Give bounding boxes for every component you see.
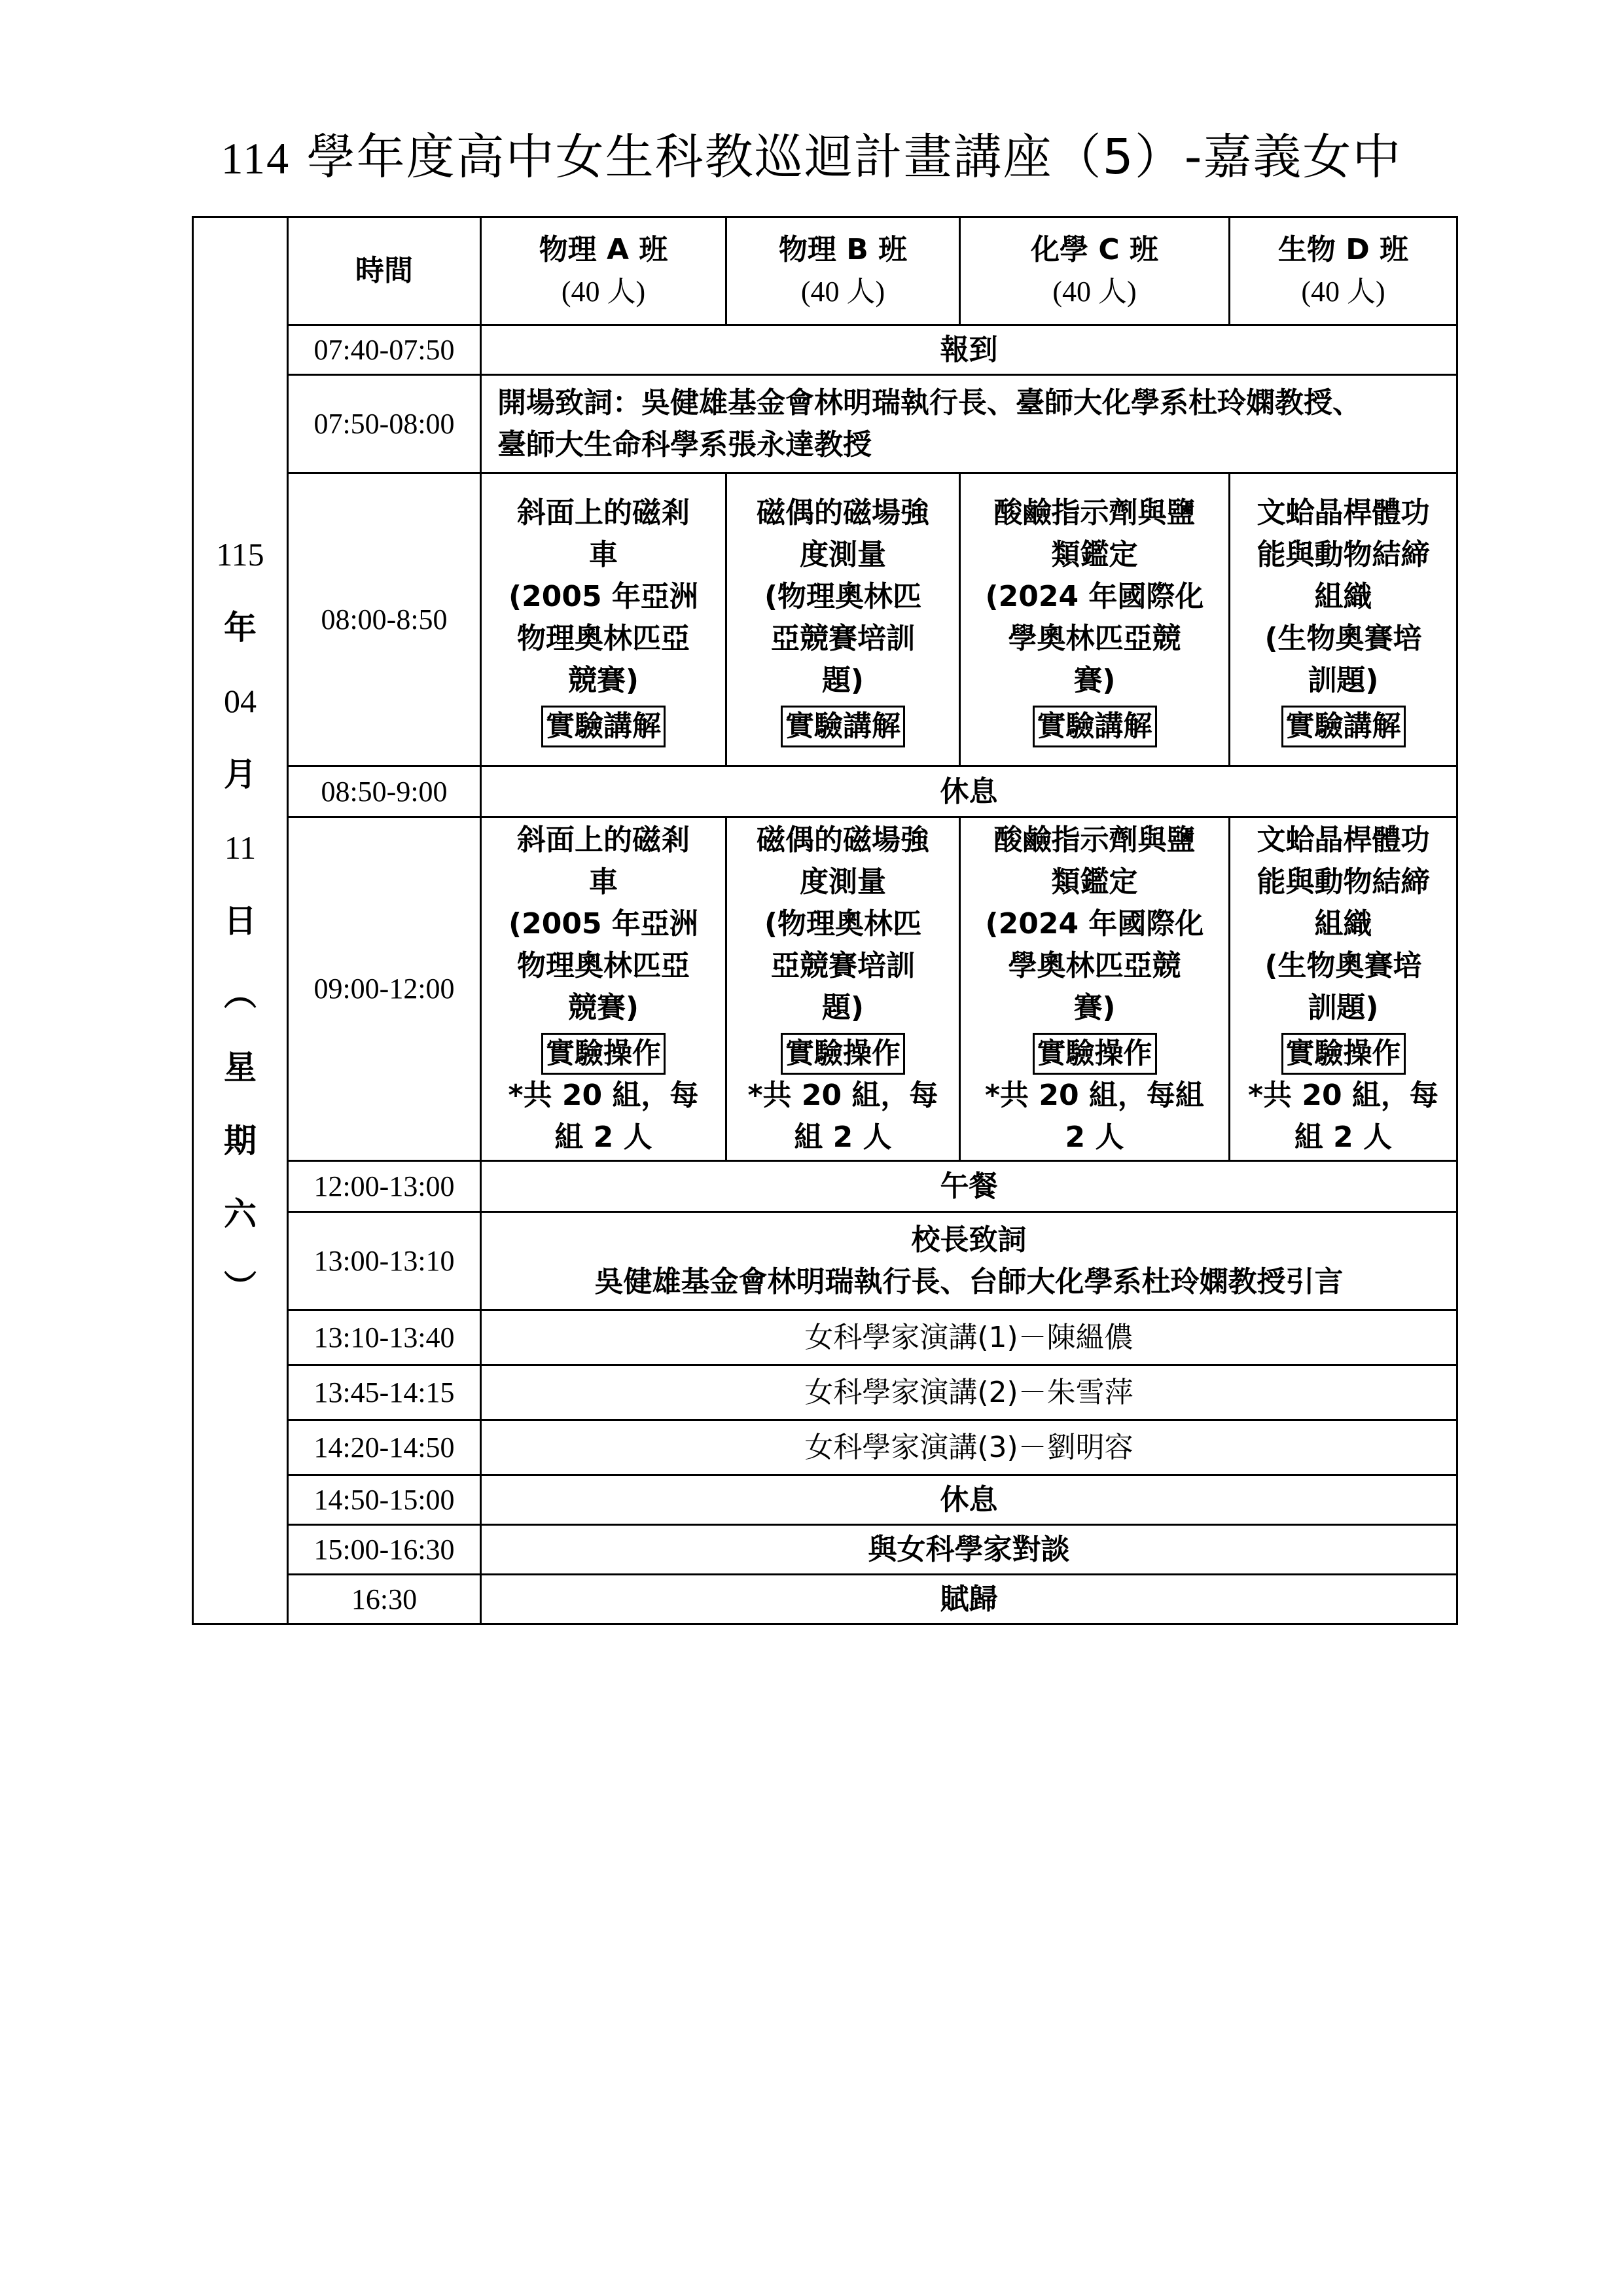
class-size: (40 人) (800, 276, 885, 308)
time-cell: 13:10-13:40 (288, 1310, 481, 1365)
date-column (193, 217, 288, 1624)
session-line: 酸鹼指示劑與鹽 (993, 823, 1196, 857)
date-char: 六 (224, 1194, 257, 1233)
session-line: (物理奧林匹 (764, 579, 922, 613)
session-line: 題) (821, 991, 865, 1024)
class-name: 物理 A 班 (539, 233, 668, 266)
session-line: 酸鹼指示劑與鹽 (993, 495, 1196, 529)
session-tag: 實驗操作 (781, 1033, 905, 1075)
session-line: 度測量 (800, 865, 886, 899)
activity-line: 校長致詞 (911, 1223, 1027, 1257)
session-line: 訓題) (1308, 663, 1379, 697)
session-line: 亞競賽培訓 (771, 949, 915, 982)
session-line: (物理奧林匹 (764, 907, 922, 941)
session-tag: 實驗講解 (541, 706, 666, 747)
session-cell-a (481, 817, 726, 1161)
activity-cell: 報到 (481, 325, 1457, 375)
date-day: 11 (224, 829, 257, 866)
activity-cell: 女科學家演講(3)－劉明容 (481, 1420, 1457, 1475)
session-tag: 實驗操作 (541, 1033, 666, 1075)
session-line: 競賽) (567, 663, 639, 697)
session-line: 組織 (1314, 907, 1372, 941)
time-cell: 13:45-14:15 (288, 1365, 481, 1420)
time-cell: 14:50-15:00 (288, 1475, 481, 1525)
class-name: 生物 D 班 (1277, 233, 1409, 266)
time-header: 時間 (288, 217, 481, 325)
session-note: *共 20 組，每組 (985, 1079, 1204, 1112)
class-size: (40 人) (561, 276, 646, 308)
table-row (193, 1212, 1457, 1310)
date-char: 星 (224, 1048, 257, 1086)
session-note: 組 2 人 (794, 1121, 892, 1154)
date-year: 115 (216, 535, 264, 573)
title-text: 學年度高中女生科教巡迴計畫講座（5）-嘉義女中 (306, 129, 1402, 185)
table-row (193, 1475, 1457, 1525)
activity-cell (481, 1212, 1457, 1310)
activity-cell: 女科學家演講(2)－朱雪萍 (481, 1365, 1457, 1420)
time-cell: 14:20-14:50 (288, 1420, 481, 1475)
activity-line: 臺師大生命科學系張永達教授 (497, 427, 872, 461)
session-tag: 實驗講解 (781, 706, 905, 747)
session-line: (2024 年國際化 (985, 907, 1204, 941)
time-cell: 16:30 (288, 1575, 481, 1624)
date-char: ︶ (224, 1268, 257, 1306)
session-line: 物理奧林匹亞 (517, 621, 690, 655)
session-line: 文蛤晶桿體功 (1257, 823, 1430, 857)
table-row (193, 1365, 1457, 1420)
session-line: 度測量 (800, 537, 886, 571)
session-line: (2024 年國際化 (985, 579, 1204, 613)
page-title (0, 128, 1623, 188)
table-row (193, 325, 1457, 375)
activity-cell: 賦歸 (481, 1575, 1457, 1624)
session-line: 文蛤晶桿體功 (1257, 495, 1430, 529)
session-line: 組織 (1314, 579, 1372, 613)
session-line: (2005 年亞洲 (508, 907, 698, 941)
session-line: 題) (821, 663, 865, 697)
date-char: 日 (224, 901, 257, 940)
session-line: 類鑑定 (1051, 537, 1138, 571)
time-cell: 09:00-12:00 (288, 817, 481, 1161)
table-row (193, 1575, 1457, 1624)
date-char: 年 (224, 608, 257, 647)
class-size: (40 人) (1052, 276, 1137, 308)
session-line: (生物奧賽培 (1264, 949, 1422, 982)
schedule-table (192, 216, 1458, 1625)
activity-cell: 與女科學家對談 (481, 1525, 1457, 1575)
time-cell: 08:50-9:00 (288, 766, 481, 817)
session-line: 磁偶的磁場強 (757, 495, 929, 529)
class-header-b (726, 217, 960, 325)
table-row (193, 817, 1457, 1161)
time-cell: 13:00-13:10 (288, 1212, 481, 1310)
session-cell-d (1230, 473, 1457, 766)
time-cell: 15:00-16:30 (288, 1525, 481, 1575)
title-year: 114 (221, 134, 291, 183)
session-cell-a (481, 473, 726, 766)
class-header-c (960, 217, 1230, 325)
table-row (193, 1310, 1457, 1365)
session-line: (生物奧賽培 (1264, 621, 1422, 655)
date-month: 04 (224, 682, 257, 719)
activity-cell (481, 375, 1457, 473)
session-line: 訓題) (1308, 991, 1379, 1024)
session-line: 賽) (1073, 991, 1116, 1024)
time-cell: 12:00-13:00 (288, 1161, 481, 1212)
session-line: 斜面上的磁剎 (517, 823, 690, 857)
table-row (193, 766, 1457, 817)
session-note: 組 2 人 (554, 1121, 652, 1154)
session-tag: 實驗講解 (1281, 706, 1406, 747)
session-cell-d (1230, 817, 1457, 1161)
table-row (193, 1420, 1457, 1475)
class-name: 化學 C 班 (1031, 233, 1158, 266)
session-line: 車 (589, 865, 618, 899)
table-row (193, 473, 1457, 766)
session-line: 磁偶的磁場強 (757, 823, 929, 857)
session-cell-b (726, 473, 960, 766)
time-cell: 07:50-08:00 (288, 375, 481, 473)
session-line: 能與動物結締 (1257, 537, 1430, 571)
session-line: 學奧林匹亞競 (1008, 621, 1181, 655)
activity-cell: 休息 (481, 766, 1457, 817)
session-cell-c (960, 817, 1230, 1161)
session-cell-b (726, 817, 960, 1161)
session-line: 斜面上的磁剎 (517, 495, 690, 529)
session-line: 競賽) (567, 991, 639, 1024)
header-row (193, 217, 1457, 325)
session-line: 亞競賽培訓 (771, 621, 915, 655)
activity-line: 吳健雄基金會林明瑞執行長、台師大化學系杜玲嫻教授引言 (594, 1265, 1344, 1299)
session-line: 物理奧林匹亞 (517, 949, 690, 982)
table-row (193, 1161, 1457, 1212)
session-line: 類鑑定 (1051, 865, 1138, 899)
session-tag: 實驗講解 (1033, 706, 1157, 747)
session-line: 學奧林匹亞競 (1008, 949, 1181, 982)
time-cell: 07:40-07:50 (288, 325, 481, 375)
session-note: *共 20 組，每 (508, 1079, 699, 1112)
session-line: 能與動物結締 (1257, 865, 1430, 899)
date-char: ︵ (224, 975, 257, 1013)
class-header-a (481, 217, 726, 325)
activity-cell: 女科學家演講(1)－陳縕儂 (481, 1310, 1457, 1365)
date-char: 月 (224, 755, 257, 793)
table-row (193, 1525, 1457, 1575)
session-note: 組 2 人 (1294, 1121, 1393, 1154)
time-cell: 08:00-8:50 (288, 473, 481, 766)
activity-line: 開場致詞：吳健雄基金會林明瑞執行長、臺師大化學系杜玲嫻教授、 (497, 386, 1361, 420)
session-note: *共 20 組，每 (747, 1079, 938, 1112)
class-header-d (1230, 217, 1457, 325)
session-note: *共 20 組，每 (1248, 1079, 1438, 1112)
session-line: 賽) (1073, 663, 1116, 697)
session-tag: 實驗操作 (1281, 1033, 1406, 1075)
table-row (193, 375, 1457, 473)
session-note: 2 人 (1065, 1121, 1124, 1154)
class-name: 物理 B 班 (778, 233, 908, 266)
session-cell-c (960, 473, 1230, 766)
activity-cell: 午餐 (481, 1161, 1457, 1212)
class-size: (40 人) (1301, 276, 1385, 308)
session-line: 車 (589, 537, 618, 571)
date-char: 期 (224, 1121, 257, 1160)
activity-cell: 休息 (481, 1475, 1457, 1525)
session-tag: 實驗操作 (1033, 1033, 1157, 1075)
session-line: (2005 年亞洲 (508, 579, 698, 613)
